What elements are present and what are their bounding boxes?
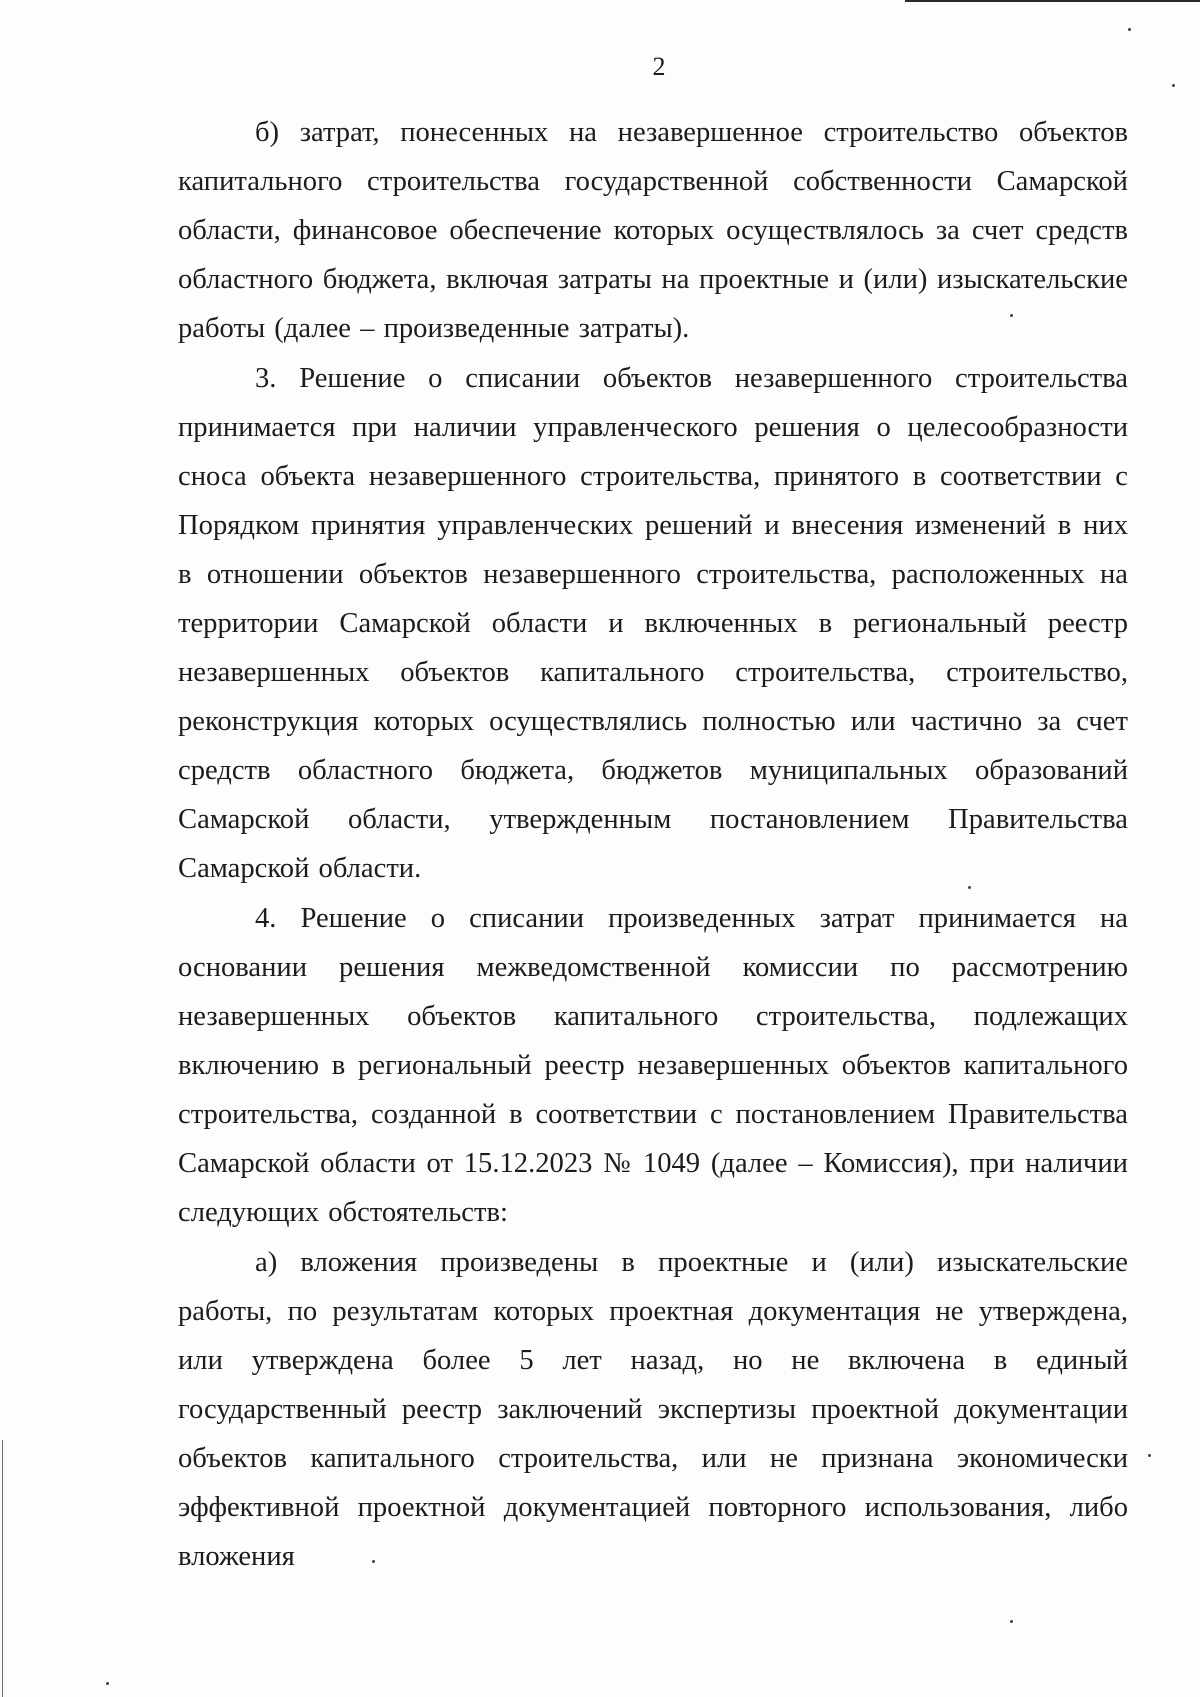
document-body (178, 108, 1128, 1582)
scan-speck (1128, 28, 1131, 31)
scan-speck (968, 886, 971, 889)
scan-speck (106, 1682, 109, 1685)
page-number: 2 (652, 52, 666, 81)
scan-speck (1010, 1620, 1013, 1623)
scan-speck (1148, 1454, 1151, 1457)
left-edge-line (2, 1440, 3, 1697)
scan-speck (1010, 314, 1013, 317)
paragraph-2b: б) затрат, понесенных на незавершенное строительство объектов капитального строительства государственной собственности Самарской области, финансовое обеспечение которых осуществлялось за счет средств областного бюджета, включая затраты на проектные и (или) изыскательские работы (далее – произведенные затраты). (178, 117, 1128, 344)
paragraph-3: 3. Решение о списании объектов незавершенного строительства принимается при наличии управленческого решения о целесообразности сноса объекта незавершенного строительства, принятого в соответствии с Порядком принятия управленческих решений и внесения изменений в них в отношении объектов незавершенного строительства, расположенных на территории Самарской области и включенных в региональный реестр незавершенных объектов капитального строительства, строительство, реконструкция которых осуществлялись полностью или частично за счет средств областного бюджета, бюджетов муниципальных образований Самарской области, утвержденным постановлением Правительства Самарской области. (178, 363, 1128, 884)
top-border-line (905, 0, 1200, 2)
scan-speck (372, 1560, 375, 1563)
scan-speck (1172, 84, 1175, 87)
paragraph-4a: а) вложения произведены в проектные и (или) изыскательские работы, по результатам которых проектная документация не утверждена, или утверждена более 5 лет назад, но не включена в единый государственный реестр заключений экспертизы проектной документации объектов капитального строительства, или не признана экономически эффективной проектной документацией повторного использования, либо вложения (178, 1247, 1128, 1572)
paragraph-4: 4. Решение о списании произведенных затрат принимается на основании решения межведомственной комиссии по рассмотрению незавершенных объектов капитального строительства, подлежащих включению в региональный реестр незавершенных объектов капитального строительства, созданной в соответствии с постановлением Правительства Самарской области от 15.12.2023 № 1049 (далее – Комиссия), при наличии следующих обстоятельств: (178, 903, 1128, 1228)
